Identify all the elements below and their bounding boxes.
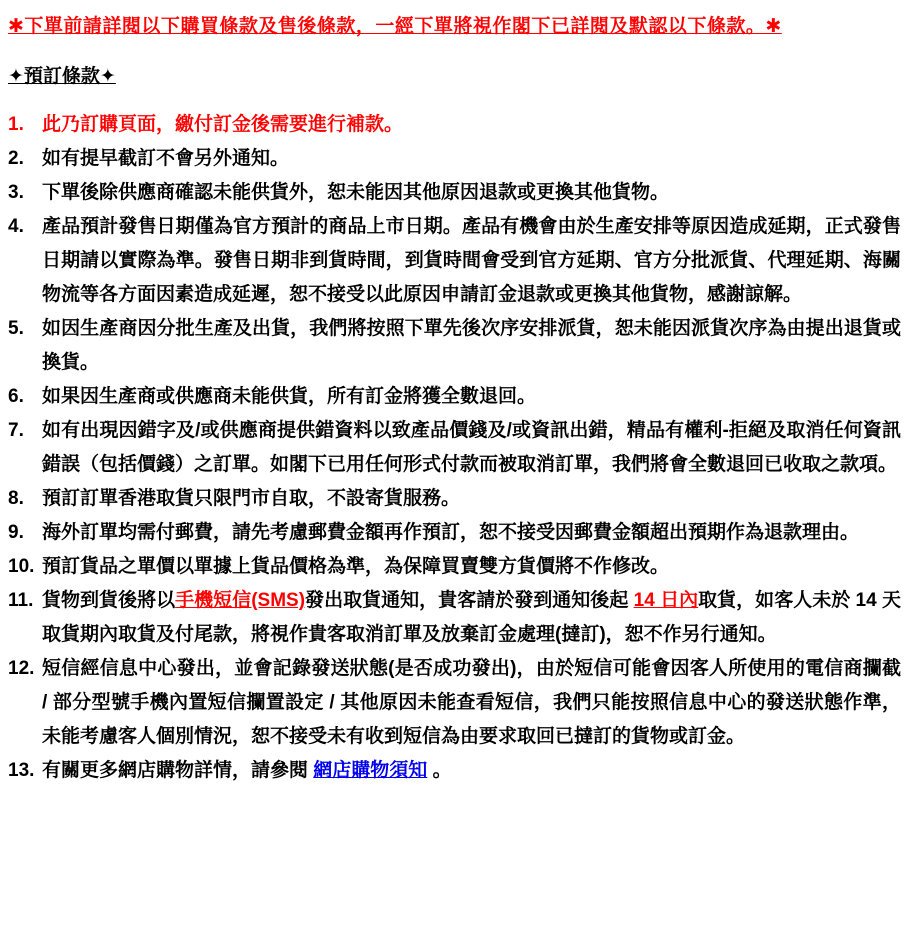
- term-item-9: [8, 516, 901, 550]
- term-number: 7.: [8, 420, 24, 441]
- term-text: [42, 380, 901, 414]
- term-text: [42, 652, 901, 754]
- term-number: 1.: [8, 114, 24, 135]
- term-number: 10.: [8, 556, 35, 577]
- term-segment: 如因生產商因分批生產及出貨，我們將按照下單先後次序安排派貨，恕未能因派貨次序為由提出退貨或換貨。: [42, 318, 901, 373]
- term-segment: 如有出現因錯字及/或供應商提供錯資料以致產品價錢及/或資訊出錯，精品有權利-拒絕及取消任何資訊錯誤（包括價錢）之訂單。如閣下已用任何形式付款而被取消訂單，我們將會全數退回已收取之款項。: [42, 420, 901, 475]
- term-item-3: [8, 176, 901, 210]
- term-segment: 貨物到貨後將以: [42, 590, 176, 611]
- term-number: 3.: [8, 182, 24, 203]
- term-segment: 短信經信息中心發出，並會記錄發送狀態(是否成功發出)，由於短信可能會因客人所使用的電信商攔截 / 部分型號手機內置短信攔置設定 / 其他原因未能查看短信，我們只能按照信息中心的發送狀態作準，未能考慮客人個別情況，恕不接受未有收到短信為由要求取回已撻訂的貨物或訂金。: [42, 658, 901, 747]
- term-number: 9.: [8, 522, 24, 543]
- term-item-8: [8, 482, 901, 516]
- term-segment: 如有提早截訂不會另外通知。: [42, 148, 290, 169]
- term-segment: 下單後除供應商確認未能供貨外，恕未能因其他原因退款或更換其他貨物。: [42, 182, 670, 203]
- highlighted-term-segment: 14 日內: [633, 590, 699, 611]
- term-number: 12.: [8, 658, 35, 679]
- term-text: [42, 584, 901, 652]
- term-item-11: [8, 584, 901, 652]
- term-segment: 取貨，如客人未於 14 天取貨期內取貨及付尾款，將視作貴客取消訂單及放棄訂金處理(撻訂)，恕不作另行通知。: [42, 590, 901, 645]
- term-text: [42, 482, 901, 516]
- term-item-4: [8, 210, 901, 312]
- term-item-1: [8, 108, 901, 142]
- term-segment: 產品預計發售日期僅為官方預計的商品上市日期。產品有機會由於生產安排等原因造成延期，正式發售日期請以實際為準。發售日期非到貨時間，到貨時間會受到官方延期、官方分批派貨、代理延期、海關物流等各方面因素造成延遲，恕不接受以此原因申請訂金退款或更換其他貨物，感謝諒解。: [42, 216, 901, 305]
- term-segment: 發出取貨通知，貴客請於發到通知後起: [305, 590, 634, 611]
- term-number: 4.: [8, 216, 24, 237]
- highlighted-term-segment: 手機短信(SMS): [175, 590, 306, 611]
- section-header: ✦預訂條款✦: [8, 66, 116, 87]
- term-number: 13.: [8, 760, 35, 781]
- term-number: 11.: [8, 590, 34, 611]
- term-segment: 此乃訂購頁面，繳付訂金後需要進行補款。: [42, 114, 404, 135]
- terms-list: [8, 108, 901, 788]
- term-number: 8.: [8, 488, 24, 509]
- term-number: 5.: [8, 318, 24, 339]
- term-item-12: [8, 652, 901, 754]
- term-item-5: [8, 312, 901, 380]
- term-text: [42, 108, 901, 142]
- term-text: [42, 516, 901, 550]
- shop-notice-link[interactable]: 網店購物須知: [313, 760, 428, 781]
- term-item-2: [8, 142, 901, 176]
- term-segment: 預訂貨品之單價以單據上貨品價格為準，為保障買賣雙方貨價將不作修改。: [42, 556, 670, 577]
- term-segment: 有關更多網店購物詳情，請參閱: [42, 760, 314, 781]
- term-text: [42, 176, 901, 210]
- term-text: [42, 414, 901, 482]
- term-item-6: [8, 380, 901, 414]
- term-item-13: [8, 754, 901, 788]
- page-title: ✱下單前請詳閱以下購買條款及售後條款，一經下單將視作閣下已詳閱及默認以下條款。✱: [8, 16, 782, 37]
- term-segment: 海外訂單均需付郵費，請先考慮郵費金額再作預訂，恕不接受因郵費金額超出預期作為退款理由。: [42, 522, 860, 543]
- term-number: 6.: [8, 386, 24, 407]
- term-text: [42, 550, 901, 584]
- term-text: [42, 754, 901, 788]
- term-item-10: [8, 550, 901, 584]
- term-number: 2.: [8, 148, 24, 169]
- term-item-7: [8, 414, 901, 482]
- term-text: [42, 142, 901, 176]
- term-segment: 如果因生產商或供應商未能供貨，所有訂金將獲全數退回。: [42, 386, 537, 407]
- term-text: [42, 312, 901, 380]
- term-text: [42, 210, 901, 312]
- term-segment: 。: [427, 760, 452, 781]
- term-segment: 預訂訂單香港取貨只限門市自取，不設寄貨服務。: [42, 488, 461, 509]
